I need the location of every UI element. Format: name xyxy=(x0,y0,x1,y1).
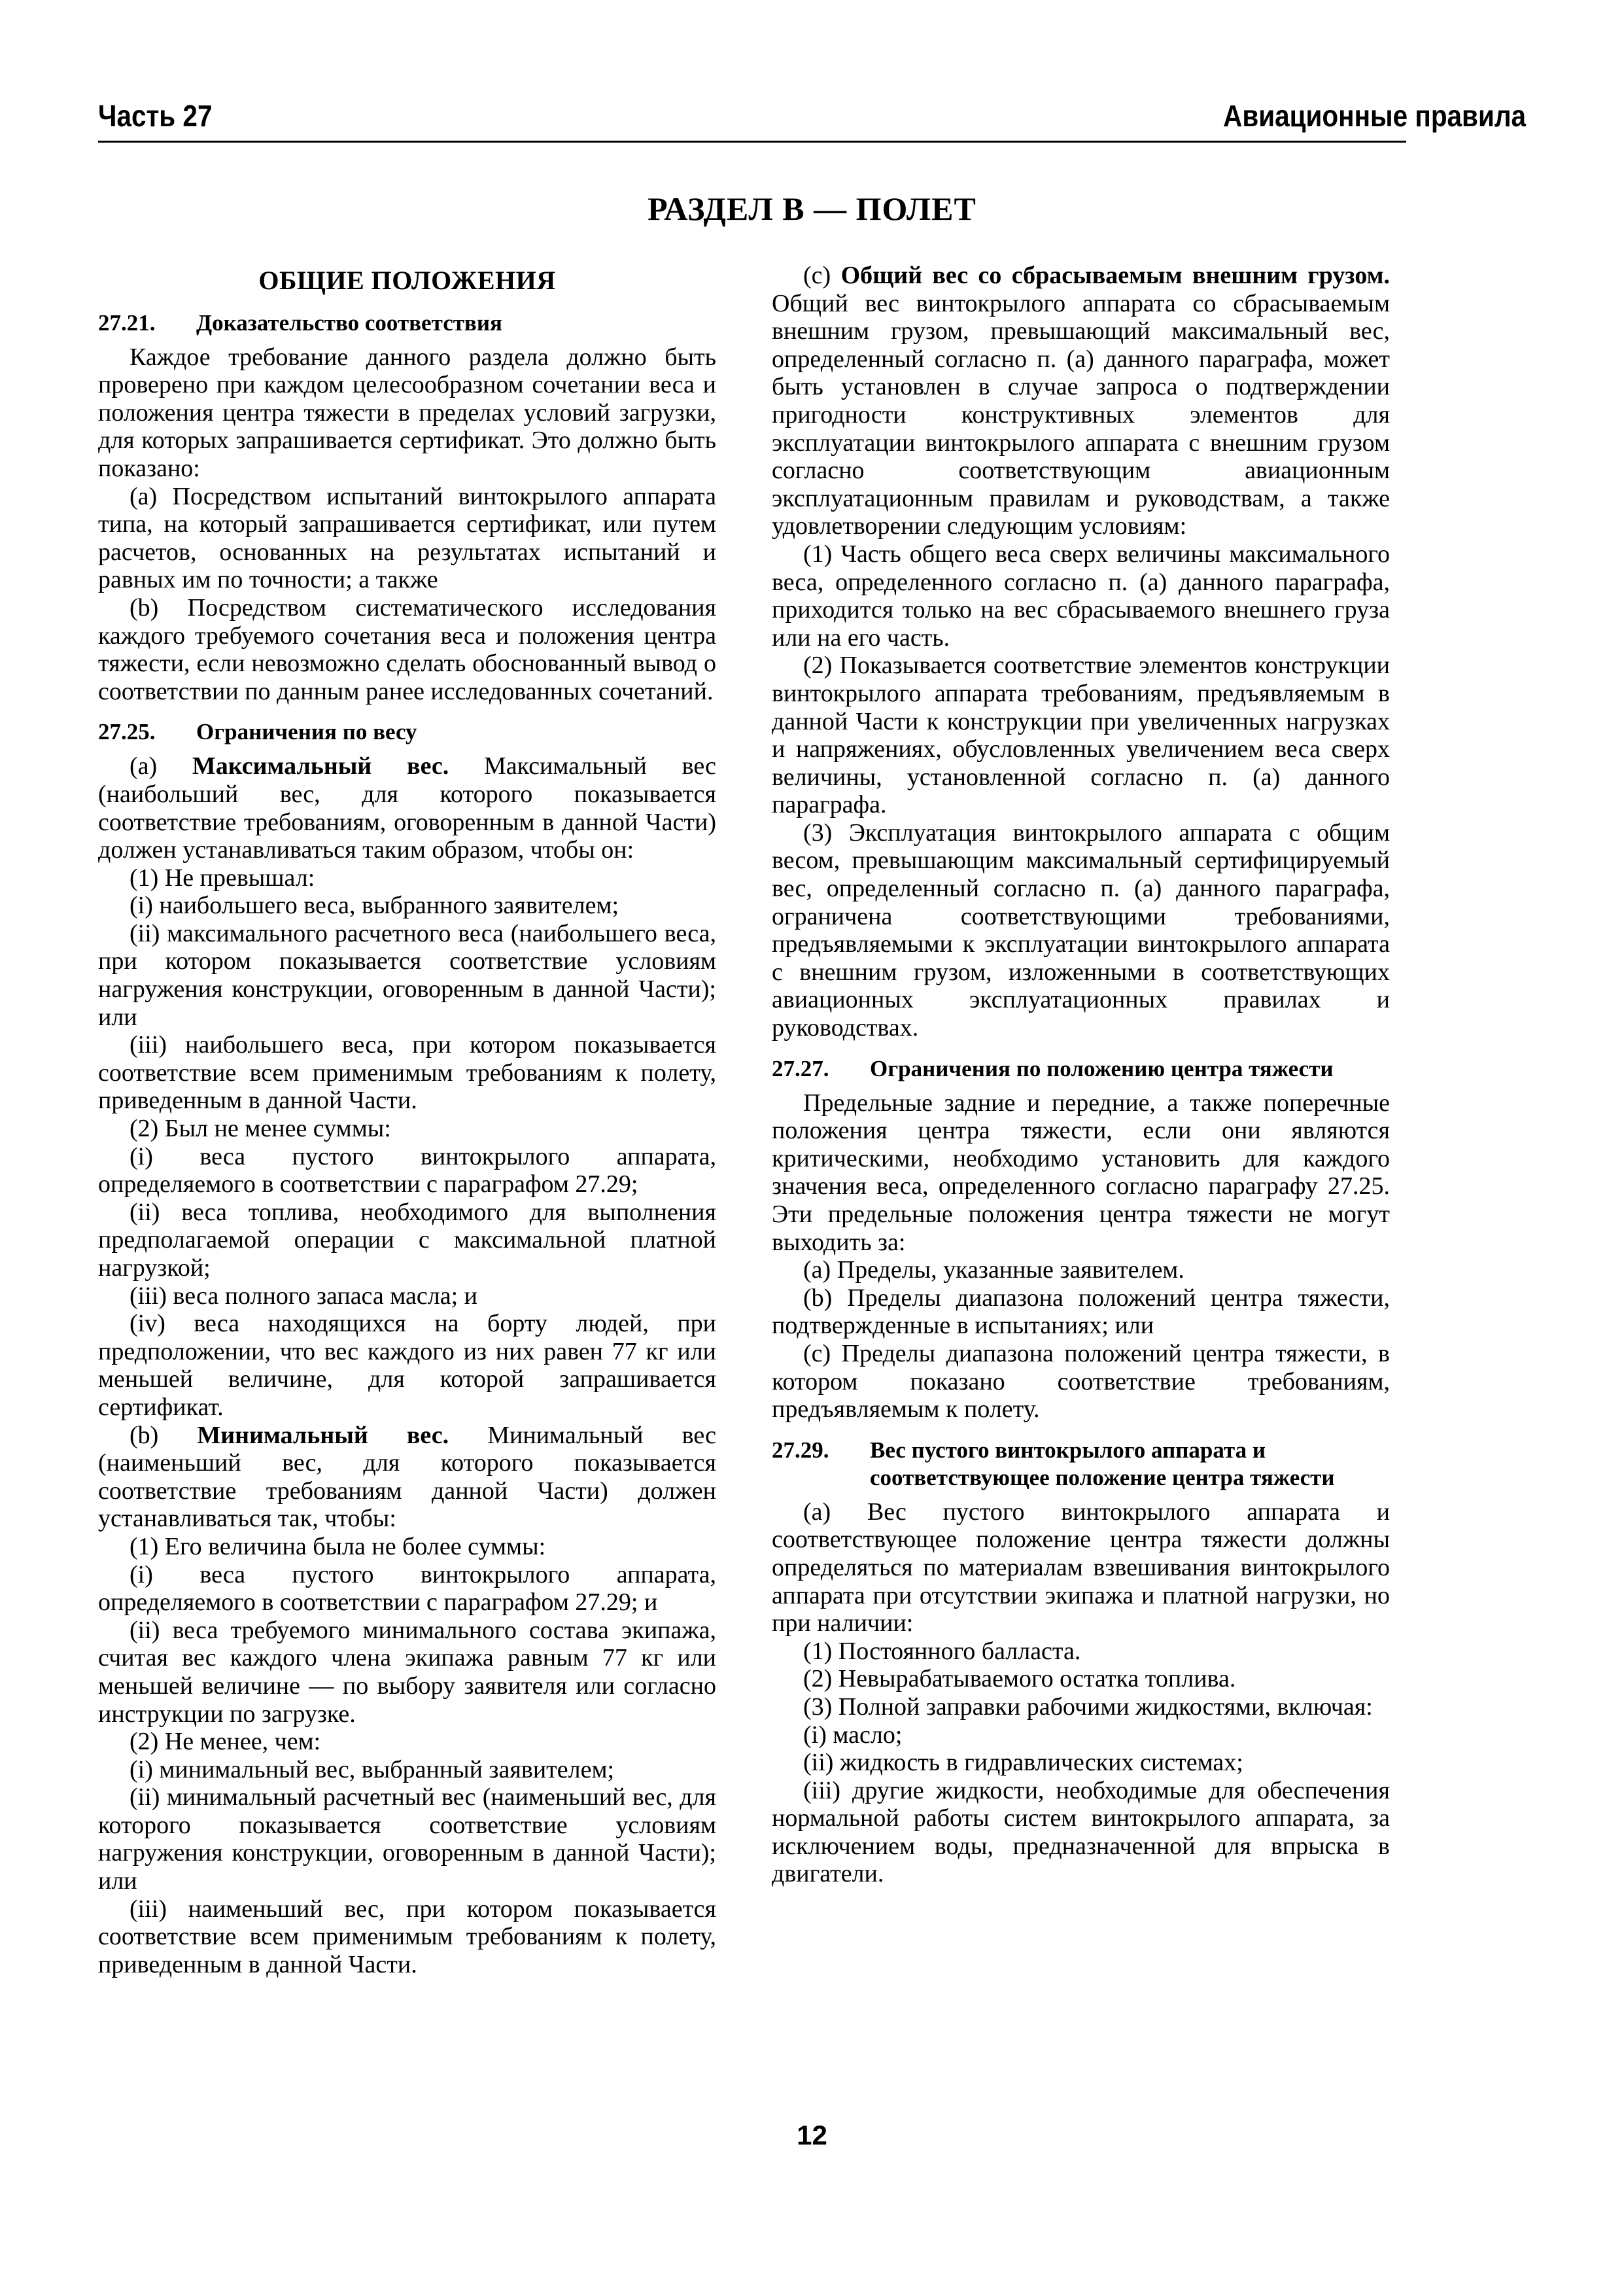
bold-term: Общий вес со сбрасываемым внешним грузом. xyxy=(840,262,1390,289)
running-header-part: Часть 27 xyxy=(98,99,213,133)
body-text: (а) Вес пустого винтокрылого аппарата и соответствующее положение центра тяжести должны определяться по материалам взвешивания винтокрылого аппарата при отсутствии экипажа и платной нагрузки, но при наличии: xyxy=(772,1498,1390,1638)
paragraph-title: Ограничения по весу xyxy=(196,719,417,745)
body-text: (а) Пределы, указанные заявителем. xyxy=(803,1256,1184,1284)
body-text: (iii) наибольшего веса, при котором показывается соответствие всем применимым требованиям к полету, приведенным в данной Части. xyxy=(98,1031,716,1115)
body-text: (i) наибольшего веса, выбранного заявителем; xyxy=(130,892,619,920)
item-text: Общий вес винтокрылого аппарата со сбрасываемым внешним грузом, превышающий максимальный вес, определенный согласно п. (а) данного параграфа, может быть установлен в случае запроса о подтверждении пригодности конструктивных элементов для эксплуатации винтокрылого аппарата с внешним грузом согласно соответствующим авиационным эксплуатационным правилам и руководствам, а также удовлетворении следующим условиям: xyxy=(772,289,1390,540)
item-text: Максимальный вес (наибольший вес, для которого показывается соответствие требованиям, оговоренным в данной Части) должен устанавливаться таким образом, чтобы он: xyxy=(98,752,716,864)
body-text: Каждое требование данного раздела должно быть проверено при каждом целесообразном сочетании веса и положения центра тяжести в пределах условий загрузки, для которых запрашивается сертификат. Это должно быть показано: xyxy=(98,343,716,482)
left-column xyxy=(98,262,716,1978)
paragraph-heading-27-27 xyxy=(772,1055,1390,1083)
paragraph-title: Ограничения по положению центра тяжести xyxy=(870,1055,1334,1081)
body-text: (b) Посредством систематического исследования каждого требуемого сочетания веса и положения центра тяжести, если невозможно сделать обоснованный вывод о соответствии по данным ранее исследованных сочетаний. xyxy=(98,593,716,705)
body-text: (ii) максимального расчетного веса (наибольшего веса, при котором показывается соответствие условиям нагружения конструкции, оговоренным в данной Части); или xyxy=(98,919,716,1031)
body-text: (iii) веса полного запаса масла; и xyxy=(130,1282,477,1310)
body-text: (а) Посредством испытаний винтокрылого аппарата типа, на который запрашивается сертификат, или путем расчетов, основанных на результатах испытаний и равных им по точности; а также xyxy=(98,482,716,594)
paragraph-number: 27.27. xyxy=(772,1055,829,1081)
body-text: (2) Был не менее суммы: xyxy=(130,1115,391,1143)
body-text xyxy=(772,262,1390,540)
body-text: (iii) другие жидкости, необходимые для обеспечения нормальной работы систем винтокрылого аппарата, за исключением воды, предназначенной для впрыска в двигатели. xyxy=(772,1776,1390,1888)
body-text: (i) веса пустого винтокрылого аппарата, определяемого в соответствии с параграфом 27.29; xyxy=(98,1142,716,1199)
body-text: (1) Постоянного балласта. xyxy=(803,1637,1081,1665)
body-text: (i) минимальный вес, выбранный заявителем; xyxy=(130,1755,615,1783)
bold-term: Максимальный вес. xyxy=(192,752,449,780)
item-prefix: (а) xyxy=(130,752,158,780)
body-text: (ii) веса топлива, необходимого для выполнения предполагаемой операции с максимальной платной нагрузкой; xyxy=(98,1198,716,1282)
paragraph-title: Вес пустого винтокрылого аппарата и соответствующее положение центра тяжести xyxy=(870,1437,1335,1490)
item-prefix: (с) xyxy=(803,262,831,289)
section-title: РАЗДЕЛ В — ПОЛЕТ xyxy=(648,190,976,227)
body-text: (ii) минимальный расчетный вес (наименьший вес, для которого показывается соответствие условиям нагружения конструкции, оговоренным в данной Части); или xyxy=(98,1783,716,1895)
header-rule xyxy=(98,141,1406,143)
body-text: (i) веса пустого винтокрылого аппарата, определяемого в соответствии с параграфом 27.29; и xyxy=(98,1560,716,1617)
body-text xyxy=(98,1422,716,1533)
body-text: (1) Его величина была не более суммы: xyxy=(130,1532,546,1560)
running-header-title: Авиационные правила xyxy=(1223,99,1526,133)
body-text: (2) Невырабатываемого остатка топлива. xyxy=(803,1665,1236,1693)
right-column xyxy=(772,262,1390,1888)
bold-term: Минимальный вес. xyxy=(197,1421,449,1449)
body-text: (3) Полной заправки рабочими жидкостями, включая: xyxy=(803,1692,1373,1721)
item-prefix: (b) xyxy=(130,1421,159,1449)
paragraph-heading-27-29 xyxy=(772,1437,1390,1492)
subheading: ОБЩИЕ ПОЛОЖЕНИЯ xyxy=(258,266,556,295)
body-text xyxy=(98,752,716,864)
paragraph-title: Доказательство соответствия xyxy=(196,309,502,336)
body-text: (1) Не превышал: xyxy=(130,864,315,892)
item-text: Минимальный вес (наименьший вес, для которого показывается соответствие требованиям данной Части) должен устанавливаться так, чтобы: xyxy=(98,1421,717,1533)
body-text: (с) Пределы диапазона положений центра тяжести, в котором показано соответствие требованиям, предъявляемым к полету. xyxy=(772,1339,1390,1424)
paragraph-heading-27-21 xyxy=(98,309,716,337)
paragraph-number: 27.25. xyxy=(98,719,156,745)
body-text: (2) Не менее, чем: xyxy=(130,1728,321,1756)
body-text: (i) масло; xyxy=(803,1721,903,1749)
page-number: 12 xyxy=(797,2120,827,2150)
body-text: (2) Показывается соответствие элементов конструкции винтокрылого аппарата требованиям, предъявляемым в данной Части к конструкции при увеличенных нагрузках и напряжениях, обусловленных увеличением веса сверх величины, установленной согласно п. (а) данного параграфа. xyxy=(772,652,1390,819)
body-text: Предельные задние и передние, а также поперечные положения центра тяжести, если они являются критическими, необходимо установить для каждого значения веса, определенного согласно параграфу 27.25. Эти предельные положения центра тяжести не могут выходить за: xyxy=(772,1089,1390,1256)
body-text: (ii) веса требуемого минимального состава экипажа, считая вес каждого члена экипажа равным 77 кг или меньшей величине — по выбору заявителя или согласно инструкции по загрузке. xyxy=(98,1616,716,1728)
body-text: (ii) жидкость в гидравлических системах; xyxy=(803,1749,1243,1777)
paragraph-number: 27.21. xyxy=(98,309,156,336)
body-text: (3) Эксплуатация винтокрылого аппарата с общим весом, превышающим максимальный сертифицируемый вес, определенный согласно п. (а) данного параграфа, ограничена соответствующими требованиями, предъявляемыми к эксплуатации винтокрылого аппарата с внешним грузом, изложенными в соответствующих авиационных эксплуатационных правилах и руководствах. xyxy=(772,818,1390,1042)
body-text: (b) Пределы диапазона положений центра тяжести, подтвержденные в испытаниях; или xyxy=(772,1284,1390,1340)
body-text: (1) Часть общего веса сверх величины максимального веса, определенного согласно п. (а) данного параграфа, приходится только на вес сбрасываемого внешнего груза или на его часть. xyxy=(772,540,1390,652)
body-text: (iii) наименьший вес, при котором показывается соответствие всем применимым требованиям к полету, приведенным в данной Части. xyxy=(98,1895,716,1978)
body-text: (iv) веса находящихся на борту людей, при предположении, что вес каждого из них равен 77 кг или меньшей величине, для которой запрашивается сертификат. xyxy=(98,1310,716,1421)
paragraph-heading-27-25 xyxy=(98,718,716,746)
paragraph-number: 27.29. xyxy=(772,1437,829,1463)
